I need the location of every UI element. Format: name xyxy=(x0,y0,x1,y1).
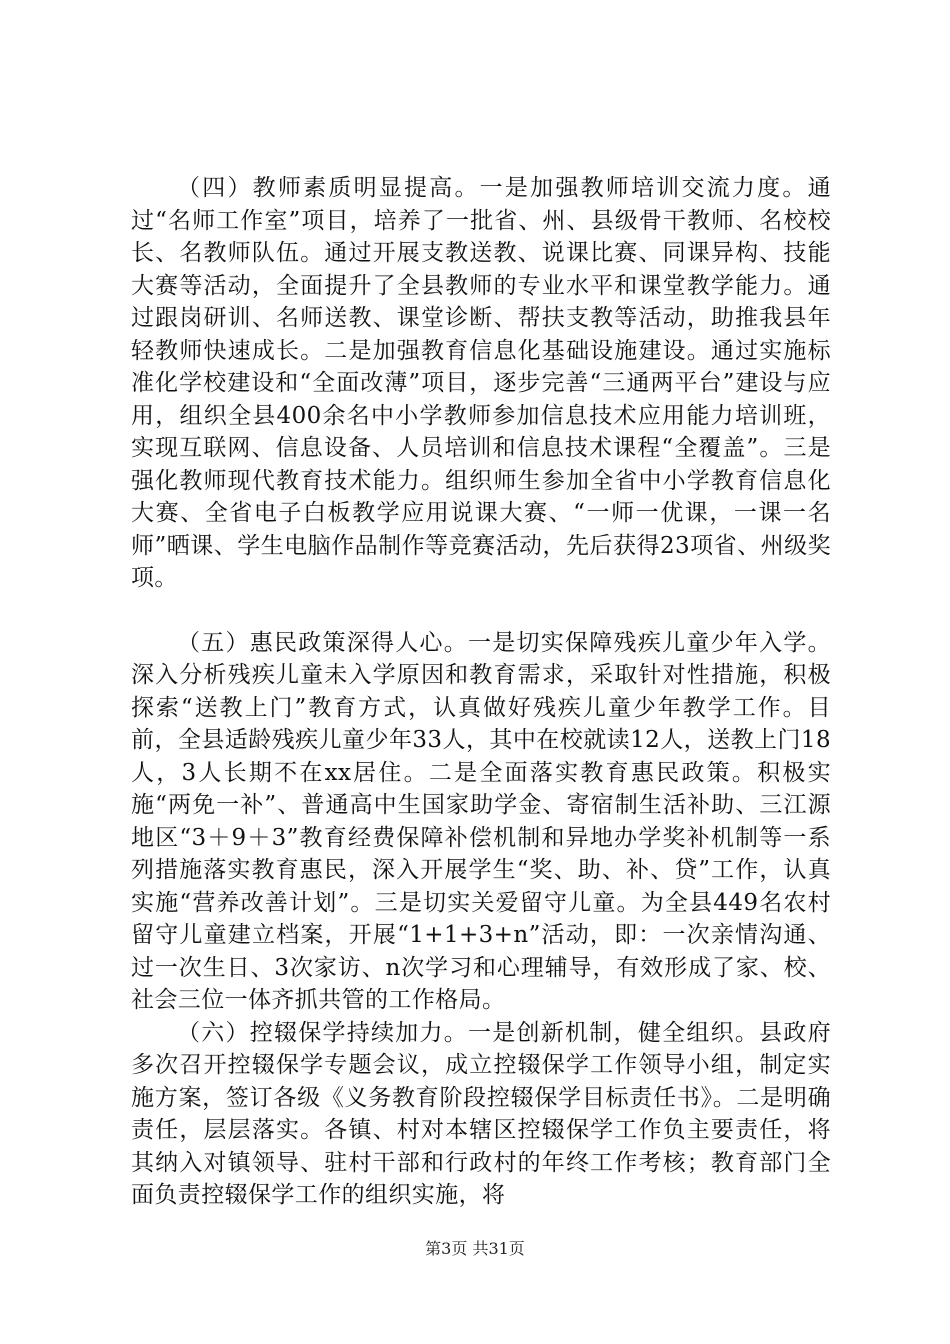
document-body xyxy=(131,172,831,1212)
paragraph-dropout-control: （六）控辍保学持续加力。一是创新机制，健全组织。县政府多次召开控辍保学专题会议，成立控辍保学工作领导小组，制定实施方案，签订各级《义务教育阶段控辍保学目标责任书》。二是明确责任，层层落实。各镇、村对本辖区控辍保学工作负主要责任，将其纳入对镇领导、驻村干部和行政村的年终工作考核；教育部门全面负责控辍保学工作的组织实施，将 xyxy=(131,1019,831,1208)
paragraph-benefit-policies: （五）惠民政策深得人心。一是切实保障残疾儿童少年入学。深入分析残疾儿童未入学原因和教育需求，采取针对性措施，积极探索“送教上门”教育方式，认真做好残疾儿童少年教学工作。目前，全县适龄残疾儿童少年33人，其中在校就读12人，送教上门18人，3人长期不在xx居住。二是全面落实教育惠民政策。积极实施“两免一补”、普通高中生国家助学金、寄宿制生活补助、三江源地区“3＋9＋3”教育经费保障补偿机制和异地办学奖补机制等一系列措施落实教育惠民，深入开展学生“奖、助、补、贷”工作，认真实施“营养改善计划”。三是切实关爱留守儿童。为全县449名农村留守儿童建立档案，开展“1+1+3+n”活动，即：一次亲情沟通、过一次生日、3次家访、n次学习和心理辅导，有效形成了家、校、社会三位一体齐抓共管的工作格局。 xyxy=(131,629,831,1013)
page-footer: 第3页 共31页 xyxy=(425,1239,525,1258)
paragraph-teacher-quality: （四）教师素质明显提高。一是加强教师培训交流力度。通过“名师工作室”项目，培养了一批省、州、县级骨干教师、名校校长、名教师队伍。通过开展支教送教、说课比赛、同课异构、技能大赛等活动，全面提升了全县教师的专业水平和课堂教学能力。通过跟岗研训、名师送教、课堂诊断、帮扶支教等活动，助推我县年轻教师快速成长。二是加强教育信息化基础设施建设。通过实施标准化学校建设和“全面改薄”项目，逐步完善“三通两平台”建设与应用，组织全县400余名中小学教师参加信息技术应用能力培训班，实现互联网、信息设备、人员培训和信息技术课程“全覆盖”。三是强化教师现代教育技术能力。组织师生参加全省中小学教育信息化大赛、全省电子白板教学应用说课大赛、“一师一优课，一课一名师”晒课、学生电脑作品制作等竞赛活动，先后获得23项省、州级奖项。 xyxy=(131,175,831,591)
